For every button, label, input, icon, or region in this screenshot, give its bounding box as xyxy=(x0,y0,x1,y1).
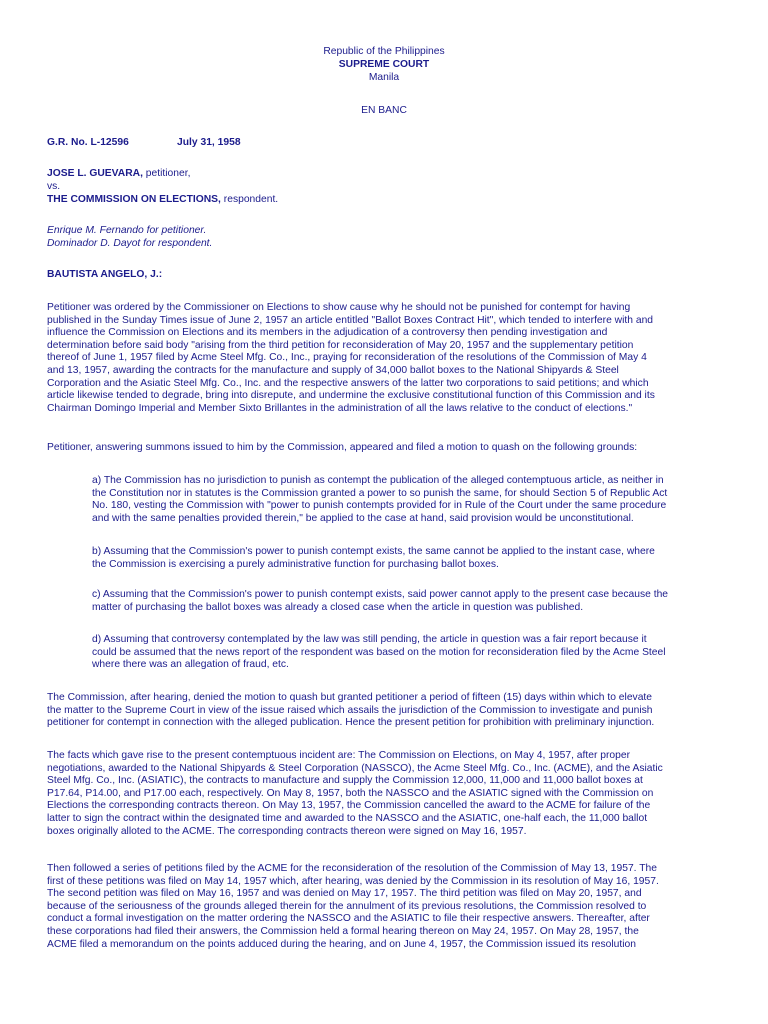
text-line: boxes originally alloted to the ACME. The corresponding contracts thereon were signed on May 16, 1957. xyxy=(47,825,527,837)
text-line: a) The Commission has no jurisdiction to punish as contempt the publication of the alleged contemptuous article, as neither in xyxy=(92,475,664,486)
case-number: G.R. No. L-12596 xyxy=(47,137,129,148)
text-line: Chairman Domingo Imperial and Member Sixto Brillantes in the administration of all the laws relative to the conduct of elections." xyxy=(47,402,633,414)
text-line: conduct a formal investigation on the matter ordering the NASSCO and the ASIATIC to file their respective answers. Thereafter, after xyxy=(47,913,650,925)
ponente: BAUTISTA ANGELO, J.: xyxy=(47,269,163,280)
republic-line: Republic of the Philippines xyxy=(323,46,445,57)
division-label: EN BANC xyxy=(361,105,407,116)
text-line: Steel Mfg. Co., Inc. (ASIATIC), the contracts to manufacture and supply the Commission 12,000, 11,000 and 11,000 ballot boxes at xyxy=(47,775,643,787)
text-line: The Commission, after hearing, denied the motion to quash but granted petitioner a period of fifteen (15) days within which to elevate xyxy=(47,692,653,703)
ground-d xyxy=(92,634,724,672)
text-line: d) Assuming that controversy contemplated by the law was still pending, the article in question was a fair report because it xyxy=(92,634,647,645)
text-line: Petitioner, answering summons issued to him by the Commission, appeared and filed a motion to quash on the following grounds: xyxy=(47,442,638,453)
counsel-petitioner: Enrique M. Fernando for petitioner. xyxy=(47,225,207,236)
text-line: thereof of June 1, 1957 filed by Acme Steel Mfg. Co., Inc., praying for reconsideration of the resolutions of the Commission of May 4 xyxy=(47,352,647,364)
text-line: negotiations, awarded to the National Shipyards & Steel Corporation (NASSCO), the Acme Steel Mfg. Co., Inc. (ACME), and the Asiatic xyxy=(47,762,663,774)
text-line: the matter to the Supreme Court in view of the issue raised which assails the jurisdiction of the Commission to investigate and punish xyxy=(47,704,653,716)
text-line: latter to sign the contract within the designated time and awarded to the NASSCO and the ASIATIC, one-half each, the 11,000 ballot xyxy=(47,812,648,824)
text-line: The second petition was filed on May 16, 1957 and was denied on May 17, 1957. The third petition was filed on May 20, 1957, and xyxy=(47,888,642,900)
paragraph-3 xyxy=(47,692,721,730)
text-line: because of the seriousness of the grounds alleged therein for the annulment of its previous resolutions, the Commission resolved to xyxy=(47,900,647,912)
paragraph-5 xyxy=(47,863,721,951)
text-line: petitioner for contempt in connection with the alleged publication. Hence the present petition for prohibition with preliminary injunction. xyxy=(47,717,655,729)
text-line: determination before said body "arising from the third petition for reconsideration of May 20, 1957 and the supplementary petition xyxy=(47,339,634,351)
ground-a xyxy=(92,475,724,525)
text-line: article likewise tended to degrade, bring into disrepute, and undermine the exclusive constitutional function of this Commission and its xyxy=(47,390,655,402)
text-line: published in the Sunday Times issue of June 2, 1957 an article entitled "Ballot Boxes Contract Hit", which tended to interfere with and xyxy=(47,314,654,326)
text-line: influence the Commission on Elections and its members in the adjudication of a controversy then pending investigation and xyxy=(47,327,608,339)
text-line: Petitioner was ordered by the Commissioner on Elections to show cause why he should not be punished for contempt for having xyxy=(47,302,631,313)
text-line: these corporations had filed their answers, the Commission held a formal hearing thereon on May 24, 1957. On May 28, 1957, the xyxy=(47,925,639,937)
counsel-respondent: Dominador D. Dayot for respondent. xyxy=(47,238,213,249)
petitioner-line xyxy=(47,168,190,181)
text-line: P17.64, P14.00, and P17.00 each, respectively. On May 8, 1957, both the NASSCO and the ASIATIC signed with the Commission on xyxy=(47,787,654,799)
court-location: Manila xyxy=(368,72,400,83)
respondent-name: THE COMMISSION ON ELECTIONS, xyxy=(47,194,221,205)
paragraph-1 xyxy=(47,302,721,415)
text-line: No. 180, vesting the Commission with "power to punish contempts provided for in Rule of the Court under the same procedure xyxy=(92,500,667,512)
petitioner-name: JOSE L. GUEVARA, xyxy=(47,168,143,179)
text-line: c) Assuming that the Commission's power to punish contempt exists, said power cannot apply to the present case because the xyxy=(92,589,669,600)
text-line: Corporation and the Asiatic Steel Mfg. Co., Inc. and the respective answers of the latter two corporations to said petitions; and which xyxy=(47,377,649,389)
petitioner-role: petitioner, xyxy=(142,168,191,179)
text-line: and 13, 1957, awarding the contracts for the manufacture and supply of 34,000 ballot boxes to the National Shipyards & Steel xyxy=(47,364,619,376)
text-line: the Commission is exercising a purely administrative function for purchasing ballot boxes. xyxy=(92,558,499,570)
text-line: b) Assuming that the Commission's power to punish contempt exists, the same cannot be applied to the instant case, where xyxy=(92,546,655,557)
text-line: Elections the corresponding contracts thereon. On May 13, 1957, the Commission cancelled the award to the ACME for failure of the xyxy=(47,800,651,812)
paragraph-4 xyxy=(47,750,721,838)
text-line: where there was an allegation of fraud, etc. xyxy=(92,659,289,671)
text-line: Then followed a series of petitions filed by the ACME for the reconsideration of the resolution of the Commission of May 13, 1957. The xyxy=(47,863,657,874)
decision-date: July 31, 1958 xyxy=(177,137,241,148)
text-line: ACME filed a memorandum on the points adduced during the hearing, and on June 4, 1957, the Commission issued its resolution xyxy=(47,938,636,950)
text-line: first of these petitions was filed on May 14, 1957 which, after hearing, was denied by the Commission in its resolution of May 16, 1957. xyxy=(47,875,659,887)
paragraph-2 xyxy=(47,442,721,455)
court-name: SUPREME COURT xyxy=(338,59,430,70)
versus-label: vs. xyxy=(47,181,61,192)
text-line: could be assumed that the news report of the respondent was based on the motion for reconsideration filed by the Acme Steel xyxy=(92,646,666,658)
text-line: and with the same penalties provided therein," be applied to the case at hand, said provision would be unconstitutional. xyxy=(92,512,634,524)
respondent-role: respondent. xyxy=(220,194,279,205)
text-line: The facts which gave rise to the present contemptuous incident are: The Commission on Elections, on May 4, 1957, after proper xyxy=(47,750,631,761)
ground-b xyxy=(92,546,724,571)
text-line: the Constitution nor in statutes is the Commission granted a power to so punish the same, for should Section 5 of Republic Act xyxy=(92,487,668,499)
respondent-line xyxy=(47,194,278,207)
ground-c xyxy=(92,589,724,614)
text-line: matter of purchasing the ballot boxes was already a closed case when the article in question was published. xyxy=(92,601,584,613)
